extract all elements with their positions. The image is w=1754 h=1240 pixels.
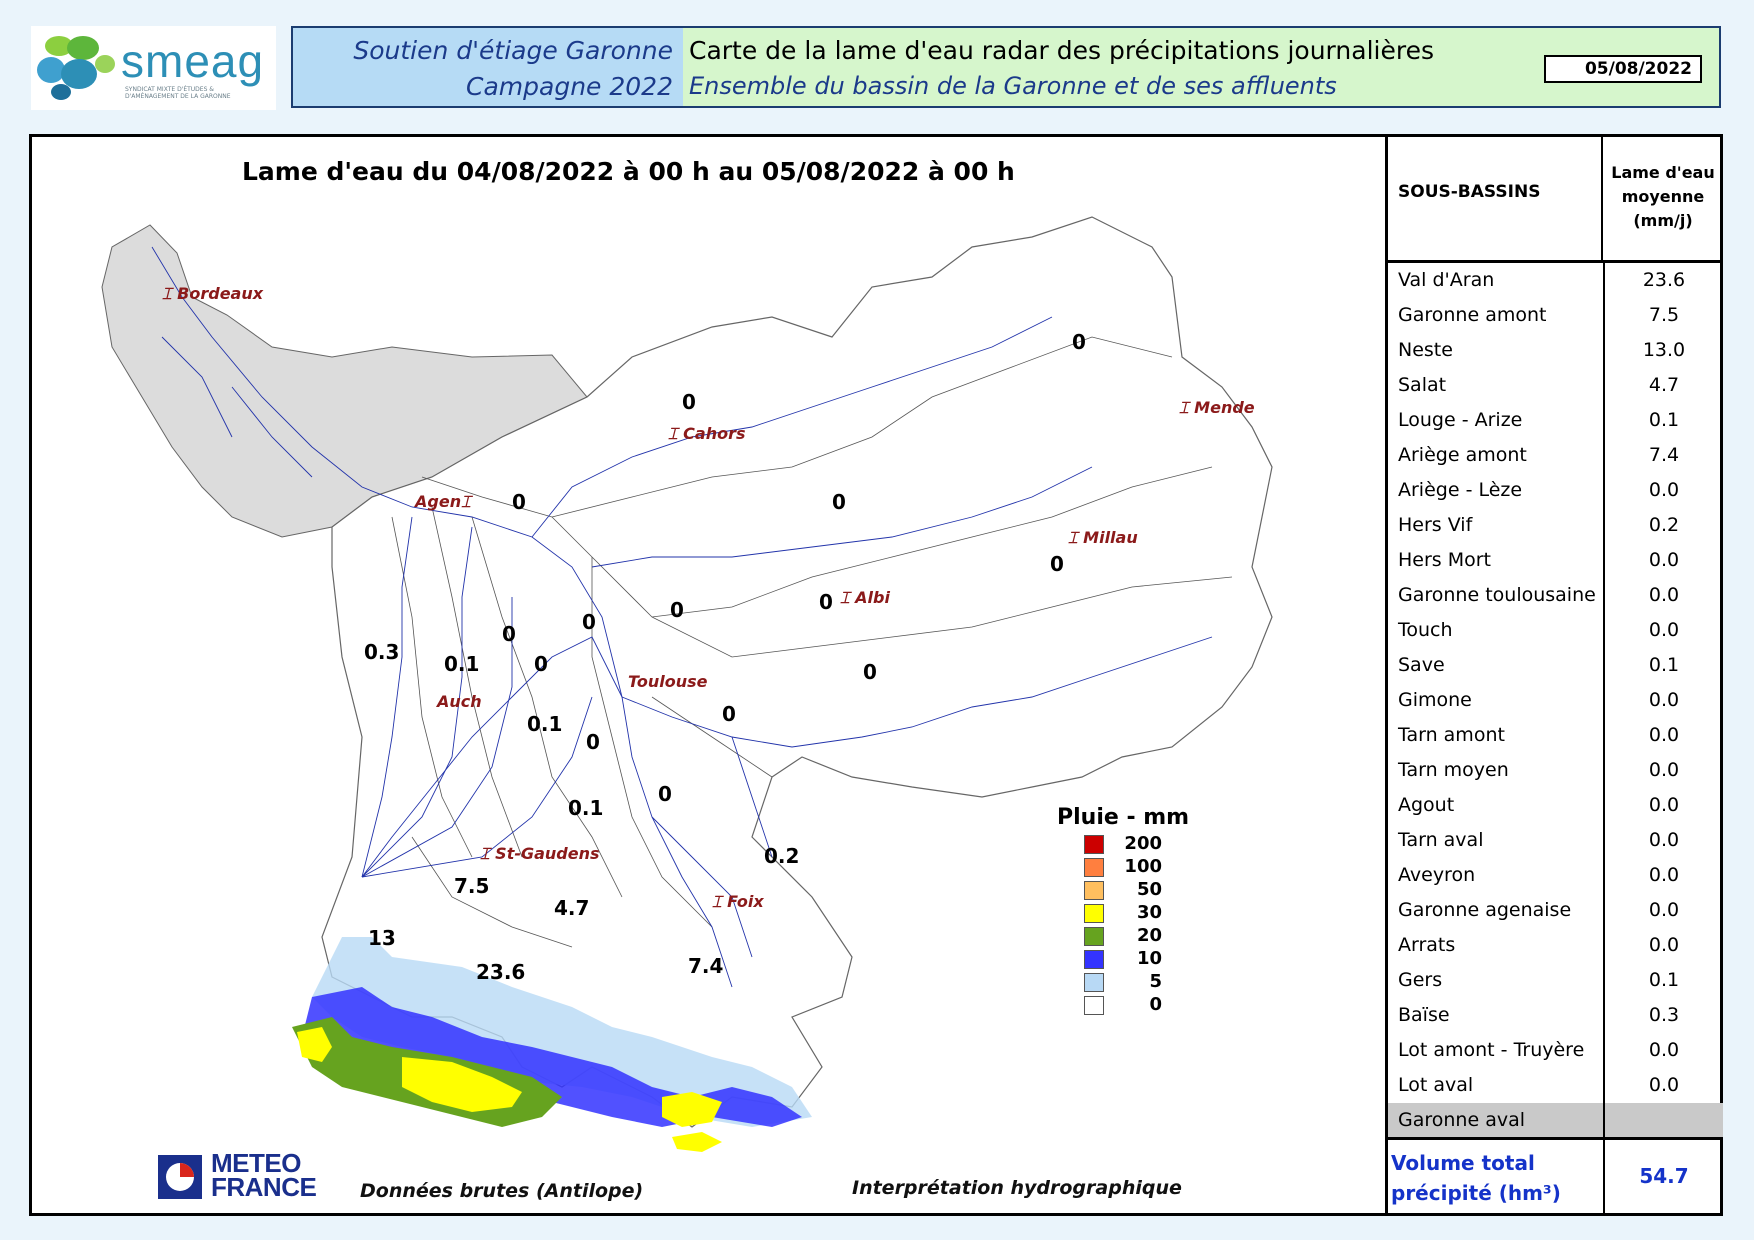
legend-label: 100 — [1124, 856, 1162, 877]
smeag-logo — [31, 26, 276, 110]
table-cell-value: 0.0 — [1603, 823, 1723, 858]
basin-map — [32, 137, 1385, 1213]
table-cell-subbasin: Salat — [1398, 374, 1447, 396]
value-baise: 0.3 — [364, 640, 400, 664]
legend-swatch — [1084, 835, 1104, 854]
table-row — [1388, 473, 1723, 508]
value-lot-amont: 0 — [1072, 330, 1086, 354]
table-row — [1388, 823, 1723, 858]
legend-label: 0 — [1149, 994, 1162, 1015]
legend-label: 5 — [1149, 971, 1162, 992]
legend-label: 50 — [1136, 879, 1162, 900]
table-row — [1388, 1103, 1723, 1138]
table-cell-subbasin: Garonne amont — [1398, 304, 1547, 326]
footer-data-source: Données brutes (Antilope) — [360, 1180, 644, 1202]
value-val-daran: 23.6 — [476, 960, 526, 984]
table-cell-value: 13.0 — [1603, 333, 1723, 368]
table-total-value: 54.7 — [1603, 1140, 1723, 1213]
city-millau: ⌶ Millau — [1068, 528, 1138, 547]
value-gimone: 0 — [582, 610, 596, 634]
table-row — [1388, 998, 1723, 1033]
table-row — [1388, 683, 1723, 718]
value-touch: 0.1 — [527, 712, 563, 736]
value-garonne-toulousaine: 0 — [586, 730, 600, 754]
table-row — [1388, 578, 1723, 613]
table-total-label: Volume total précipité (hm³) — [1391, 1151, 1561, 1205]
value-aveyron: 0 — [832, 490, 846, 514]
table-row — [1388, 543, 1723, 578]
legend-swatch — [1084, 950, 1104, 969]
city-toulouse: Toulouse — [628, 672, 708, 691]
table-cell-subbasin: Save — [1398, 654, 1445, 676]
value-arrats: 0 — [502, 622, 516, 646]
table-cell-subbasin: Garonne agenaise — [1398, 899, 1572, 921]
table-cell-value: 0.0 — [1603, 893, 1723, 928]
table-row — [1388, 438, 1723, 473]
table-cell-value: 23.6 — [1603, 263, 1723, 298]
table-cell-value: 0.0 — [1603, 718, 1723, 753]
table-cell-subbasin: Ariège amont — [1398, 444, 1527, 466]
legend-swatch — [1084, 858, 1104, 877]
legend-swatch — [1084, 927, 1104, 946]
table-row — [1388, 648, 1723, 683]
meteo-france-line1: METEO — [211, 1148, 301, 1178]
table-cell-subbasin: Lot aval — [1398, 1074, 1474, 1096]
table-cell-subbasin: Garonne toulousaine — [1398, 584, 1596, 606]
legend-label: 200 — [1124, 833, 1162, 854]
value-garonne-amont: 7.5 — [454, 874, 490, 898]
legend-label: 10 — [1136, 948, 1162, 969]
table-header-rainfall-l3: (mm/j) — [1633, 211, 1693, 230]
table-row — [1388, 928, 1723, 963]
table-cell-subbasin: Val d'Aran — [1398, 269, 1495, 291]
table-row — [1388, 263, 1723, 298]
table-header-subbasins-label: SOUS-BASSINS — [1398, 182, 1541, 202]
table-cell-subbasin: Tarn amont — [1398, 724, 1505, 746]
value-tarn-moyen: 0 — [819, 590, 833, 614]
table-cell-value: 7.4 — [1603, 438, 1723, 473]
table-header-subbasins — [1388, 137, 1603, 263]
table-row — [1388, 403, 1723, 438]
table-row — [1388, 858, 1723, 893]
table-cell-subbasin: Touch — [1398, 619, 1453, 641]
table-cell-subbasin: Ariège - Lèze — [1398, 479, 1523, 501]
table-cell-value: 0.2 — [1603, 508, 1723, 543]
table-row — [1388, 1033, 1723, 1068]
table-cell-subbasin: Gers — [1398, 969, 1443, 991]
meteo-france-icon — [156, 1153, 204, 1201]
value-save: 0 — [534, 652, 548, 676]
value-gers: 0.1 — [444, 652, 480, 676]
legend-title: Pluie - mm — [1057, 805, 1190, 830]
table-cell-value: 0.0 — [1603, 788, 1723, 823]
table-cell-subbasin: Hers Vif — [1398, 514, 1473, 536]
value-ariege-leze: 0 — [658, 782, 672, 806]
table-cell-subbasin: Gimone — [1398, 689, 1472, 711]
table-total — [1388, 1137, 1723, 1213]
table-cell-value: 0.0 — [1603, 1068, 1723, 1103]
value-agout: 0 — [863, 660, 877, 684]
table-header-rainfall-l2: moyenne — [1621, 187, 1705, 206]
smeag-logo-text: smeag — [121, 35, 265, 87]
value-tarn-aval: 0 — [670, 598, 684, 622]
table-row — [1388, 1068, 1723, 1103]
value-lot-aval: 0 — [682, 390, 696, 414]
legend-swatch — [1084, 904, 1104, 923]
city-mende: ⌶ Mende — [1179, 398, 1255, 417]
legend-swatch — [1084, 973, 1104, 992]
table-cell-subbasin: Tarn moyen — [1398, 759, 1509, 781]
value-louge-arize: 0.1 — [568, 796, 604, 820]
meteo-france-line2: FRANCE — [211, 1172, 317, 1202]
city-albi: ⌶ Albi — [840, 588, 890, 607]
table-cell-subbasin: Agout — [1398, 794, 1455, 816]
meteo-france-logo — [156, 1148, 336, 1202]
table-row — [1388, 963, 1723, 998]
city-auch: Auch — [437, 692, 482, 711]
smeag-logo-icon — [31, 26, 121, 110]
sub-basin-table — [1385, 137, 1723, 1213]
table-cell-value: 0.0 — [1603, 613, 1723, 648]
table-cell-value: 0.3 — [1603, 998, 1723, 1033]
table-cell-subbasin: Neste — [1398, 339, 1453, 361]
table-row — [1388, 508, 1723, 543]
header-campaign-title: Soutien d'étiage Garonne — [353, 36, 673, 65]
city-bordeaux: ⌶ Bordeaux — [162, 284, 264, 303]
table-cell-value: 4.7 — [1603, 368, 1723, 403]
table-cell-value: 0.0 — [1603, 753, 1723, 788]
table-cell-subbasin: Tarn aval — [1398, 829, 1484, 851]
legend-swatch — [1084, 996, 1104, 1015]
legend-label: 30 — [1136, 902, 1162, 923]
city-foix: ⌶ Foix — [712, 892, 764, 911]
table-cell-subbasin: Arrats — [1398, 934, 1456, 956]
table-row — [1388, 718, 1723, 753]
table-cell-subbasin: Louge - Arize — [1398, 409, 1523, 431]
table-row — [1388, 893, 1723, 928]
city-cahors: ⌶ Cahors — [668, 424, 746, 443]
table-cell-value — [1603, 1103, 1723, 1138]
table-cell-value: 0.0 — [1603, 1033, 1723, 1068]
value-neste: 13 — [368, 926, 396, 950]
table-row — [1388, 613, 1723, 648]
header-campaign — [293, 28, 683, 106]
header-date: 05/08/2022 — [1544, 55, 1702, 83]
smeag-logo-subtitle: SYNDICAT MIXTE D'ÉTUDES & D'AMÉNAGEMENT DE LA GARONNE — [125, 86, 231, 100]
table-cell-value: 0.1 — [1603, 648, 1723, 683]
value-ariege-amont: 7.4 — [688, 954, 724, 978]
table-row — [1388, 753, 1723, 788]
footer-interpretation: Interprétation hydrographique — [852, 1177, 1182, 1199]
table-row — [1388, 368, 1723, 403]
table-cell-subbasin: Baïse — [1398, 1004, 1450, 1026]
table-header-rainfall — [1603, 137, 1723, 263]
table-cell-value: 0.0 — [1603, 543, 1723, 578]
table-cell-value: 0.0 — [1603, 473, 1723, 508]
value-hers-vif: 0.2 — [764, 844, 800, 868]
table-cell-value: 0.0 — [1603, 928, 1723, 963]
table-row — [1388, 333, 1723, 368]
main-panel — [29, 134, 1723, 1216]
table-cell-value: 0.1 — [1603, 963, 1723, 998]
city-st-gaudens: ⌶ St-Gaudens — [480, 844, 600, 863]
city-agen: Agen⌶ — [415, 492, 471, 511]
table-header-rainfall-l1: Lame d'eau — [1611, 163, 1715, 182]
table-cell-subbasin: Lot amont - Truyère — [1398, 1039, 1585, 1061]
table-cell-value: 0.0 — [1603, 683, 1723, 718]
table-cell-subbasin: Garonne aval — [1398, 1109, 1526, 1131]
table-cell-value: 7.5 — [1603, 298, 1723, 333]
table-cell-value: 0.0 — [1603, 858, 1723, 893]
value-tarn-amont: 0 — [1050, 552, 1064, 576]
table-cell-subbasin: Aveyron — [1398, 864, 1476, 886]
header-campaign-year: Campagne 2022 — [466, 72, 673, 101]
table-cell-value: 0.1 — [1603, 403, 1723, 438]
header-map-title: Carte de la lame d'eau radar des précipitations journalières — [689, 36, 1434, 65]
table-cell-subbasin: Hers Mort — [1398, 549, 1492, 571]
legend-swatch — [1084, 881, 1104, 900]
header-banner — [291, 26, 1721, 108]
value-hers-mort: 0 — [722, 702, 736, 726]
map-title: Lame d'eau du 04/08/2022 à 00 h au 05/08/2022 à 00 h — [242, 157, 1015, 186]
table-cell-value: 0.0 — [1603, 578, 1723, 613]
value-salat: 4.7 — [554, 896, 590, 920]
value-garonne-agenaise: 0 — [512, 490, 526, 514]
table-row — [1388, 788, 1723, 823]
table-row — [1388, 298, 1723, 333]
header-map-subtitle: Ensemble du bassin de la Garonne et de ses affluents — [689, 72, 1337, 100]
legend-label: 20 — [1136, 925, 1162, 946]
